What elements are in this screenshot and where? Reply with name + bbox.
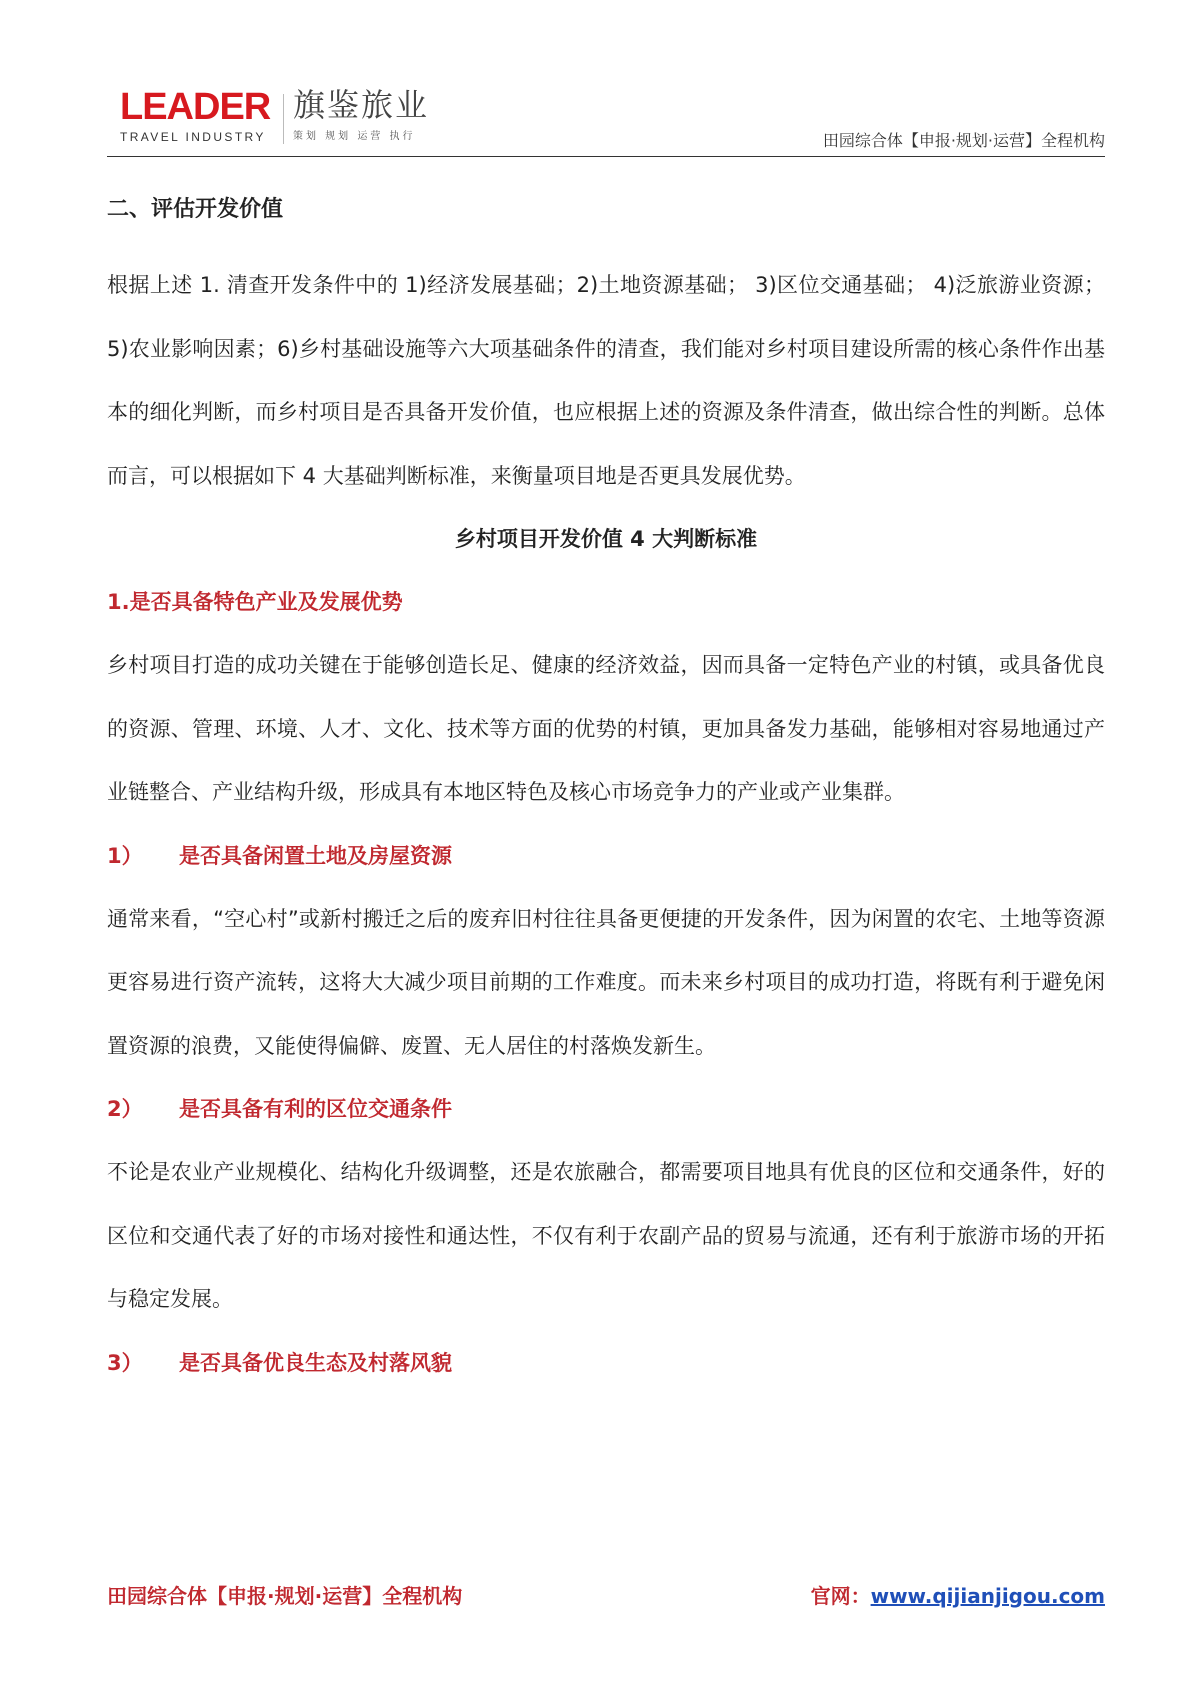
header-tagline: 田园综合体【申报·规划·运营】全程机构 (822, 131, 1105, 150)
subcriterion-2-title (107, 1078, 1105, 1141)
subcriterion-3-title (107, 1332, 1105, 1395)
subcriterion-1-text: 是否具备闲置土地及房屋资源 (179, 843, 452, 868)
leader-logo (120, 88, 270, 144)
subcriterion-1-paragraph: 通常来看，“空心村”或新村搬迁之后的废弃旧村往往具备更便捷的开发条件，因为闲置的农宅、土地等资源更容易进行资产流转，这将大大减少项目前期的工作难度。而未来乡村项目的成功打造，将既有利于避免闲置资源的浪费，又能使得偏僻、废置、无人居住的村落焕发新生。 (107, 906, 1105, 1058)
document-body (107, 190, 1105, 1395)
intro-paragraph: 根据上述 1. 清查开发条件中的 1)经济发展基础；2)土地资源基础； 3)区位交通基础； 4)泛旅游业资源；5)农业影响因素；6)乡村基础设施等六大项基础条件的清查，我们能对乡村项目建设所需的核心条件作出基本的细化判断，而乡村项目是否具备开发价值，也应根据上述的资源及条件清查，做出综合性的判断。总体而言，可以根据如下 4 大基础判断标准，来衡量项目地是否更具发展优势。 (107, 273, 1105, 488)
logo-chinese (293, 86, 429, 142)
subcriterion-3-text: 是否具备优良生态及村落风貌 (179, 1350, 452, 1375)
criterion-1-paragraph: 乡村项目打造的成功关键在于能够创造长足、健康的经济效益，因而具备一定特色产业的村镇，或具备优良的资源、管理、环境、人才、文化、技术等方面的优势的村镇，更加具备发力基础，能够相对容易地通过产业链整合、产业结构升级，形成具有本地区特色及核心市场竞争力的产业或产业集群。 (107, 653, 1105, 804)
section-title: 二、评估开发价值 (107, 197, 284, 222)
page-header (107, 86, 1105, 156)
logo-divider (283, 94, 284, 144)
logo-chinese-subtitle: 策划 规划 运营 执行 (293, 131, 416, 142)
logo-chinese-title: 旗鉴旅业 (293, 86, 430, 124)
footer-website (811, 1580, 1105, 1609)
header-divider (107, 156, 1105, 157)
criterion-1-title: 1.是否具备特色产业及发展优势 (107, 590, 403, 614)
standards-title: 乡村项目开发价值 4 大判断标准 (454, 527, 758, 551)
subcriterion-1-number: 1） (107, 843, 143, 868)
subcriterion-2-paragraph: 不论是农业产业规模化、结构化升级调整，还是农旅融合，都需要项目地具有优良的区位和交通条件，好的区位和交通代表了好的市场对接性和通达性，不仅有利于农副产品的贸易与流通，还有利于旅游市场的开拓与稳定发展。 (107, 1160, 1105, 1311)
subcriterion-1-title (107, 825, 1105, 888)
subcriterion-3-number: 3） (107, 1350, 143, 1375)
logo-subtitle: TRAVEL INDUSTRY (120, 130, 266, 144)
subcriterion-2-number: 2） (107, 1097, 143, 1121)
footer-tagline: 田园综合体【申报·规划·运营】全程机构 (107, 1584, 463, 1608)
logo-wordmark: LEADER (120, 86, 271, 128)
page-footer (107, 1580, 1105, 1620)
subcriterion-2-text: 是否具备有利的区位交通条件 (179, 1097, 452, 1121)
footer-website-label: 官网： (810, 1584, 871, 1608)
website-link[interactable]: www.qijianjigou.com (870, 1584, 1105, 1608)
